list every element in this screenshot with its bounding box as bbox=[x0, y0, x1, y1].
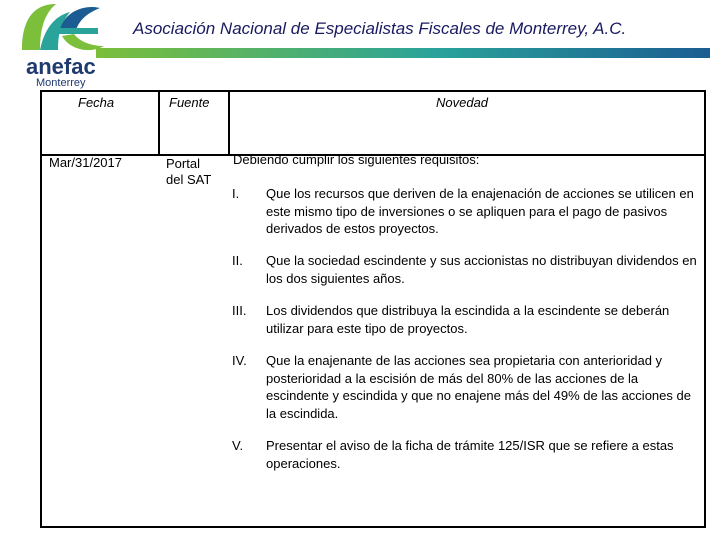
column-header-fuente: Fuente bbox=[169, 95, 210, 110]
requirement-item bbox=[232, 437, 702, 472]
requirement-number: V. bbox=[232, 438, 244, 453]
column-divider-2 bbox=[228, 90, 230, 156]
requirement-number: III. bbox=[232, 303, 247, 318]
row-fecha: Mar/31/2017 bbox=[49, 155, 122, 170]
page-title: Asociación Nacional de Especialistas Fiscales de Monterrey, A.C. bbox=[133, 19, 627, 38]
row-fuente: Portal del SAT bbox=[166, 156, 212, 187]
column-divider-1 bbox=[158, 90, 160, 156]
requirement-number: IV. bbox=[232, 353, 247, 368]
logo-wordmark: anefac bbox=[26, 54, 96, 79]
column-header-novedad: Novedad bbox=[436, 95, 489, 110]
requirement-item bbox=[232, 185, 702, 238]
column-header-fecha: Fecha bbox=[78, 95, 115, 110]
requirement-text: Presentar el aviso de la ficha de trámite 125/ISR que se refiere a estas operaciones. bbox=[266, 438, 674, 471]
logo-city: Monterrey bbox=[36, 77, 86, 89]
requirement-number: I. bbox=[232, 186, 240, 201]
requirement-item bbox=[232, 352, 702, 422]
requirements-lead: Debiendo cumplir los siguientes requisitos: bbox=[233, 152, 480, 167]
requirement-item bbox=[232, 252, 702, 287]
requirement-number: II. bbox=[232, 253, 243, 268]
requirement-text: Que la enajenante de las acciones sea propietaria con anterioridad y posterioridad a la escisión de más del 80% de las acciones de la escindente y escindida y que no enajene más del 49% de las acciones de la escindida. bbox=[266, 353, 691, 421]
requirement-text: Los dividendos que distribuya la escindida a la escindente se deberán utilizar para este tipo de proyectos. bbox=[266, 303, 670, 336]
requirement-text: Que la sociedad escindente y sus accionistas no distribuyan dividendos en los dos siguientes años. bbox=[266, 253, 697, 286]
requirement-text: Que los recursos que deriven de la enajenación de acciones se utilicen en este mismo tipo de inversiones o se apliquen para el pago de pasivos derivados de estos proyectos. bbox=[266, 186, 694, 236]
anefac-logo bbox=[0, 0, 115, 90]
header-divider bbox=[96, 48, 710, 58]
requirement-item bbox=[232, 302, 702, 337]
